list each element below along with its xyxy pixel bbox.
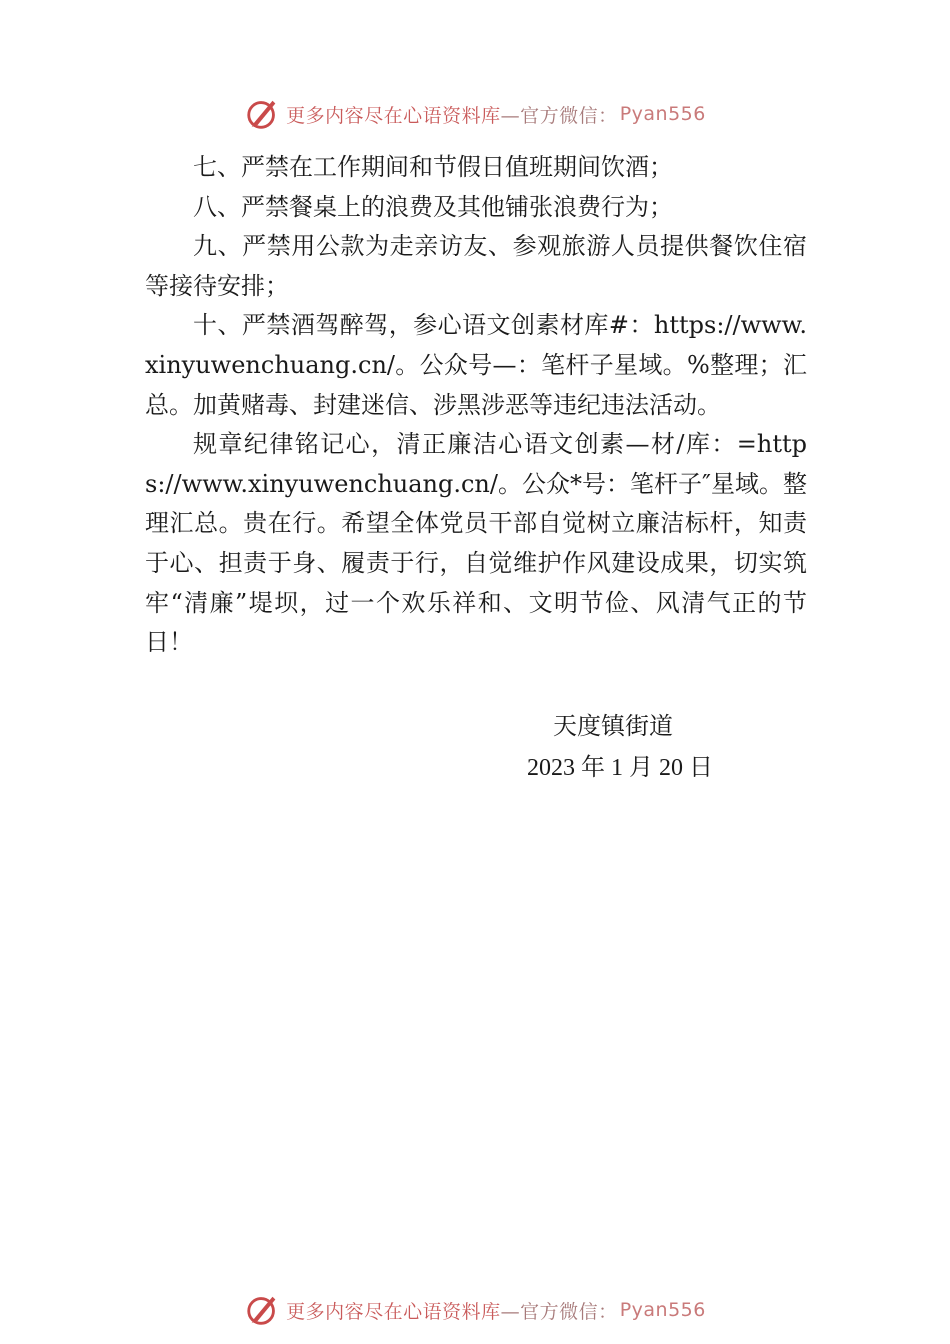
paragraph-rule-8: 八、严禁餐桌上的浪费及其他铺张浪费行为；: [193, 192, 673, 221]
signature-date: 2023 年 1 月 20 日: [527, 755, 713, 781]
paragraph-closing: 规章纪律铭记心，清正廉洁心语文创素—材/库：=https://www.xinyuwenchuang.cn/。公众*号：笔杆子″星域。整理汇总。贵在行。希望全体党员干部自觉树立廉洁标杆，知责于心、担责于身、履责于行，自觉维护作风建设成果，切实筑牢“清廉”堤坝，过一个欢乐祥和、文明节俭、风清气正的节日！: [145, 430, 807, 657]
quill-logo-icon: [244, 1291, 282, 1329]
quill-logo-icon: [244, 95, 282, 133]
banner-wechat-label: —官方微信：: [500, 104, 618, 127]
header-banner: [0, 94, 950, 134]
banner-wechat-handle: Pyan556: [619, 1299, 706, 1321]
footer-banner: [0, 1290, 950, 1330]
banner-brand-text: 更多内容尽在心语资料库: [286, 104, 501, 127]
banner-brand-text: 更多内容尽在心语资料库: [286, 1300, 501, 1323]
paragraph-rule-7: 七、严禁在工作期间和节假日值班期间饮酒；: [193, 153, 673, 181]
signature-organization: 天度镇街道: [553, 712, 673, 740]
paragraph-rule-10: 十、严禁酒驾醉驾，参心语文创素材库#：https://www.xinyuwenchuang.cn/。公众号—：笔杆子星域。%整理；汇总。加黄赌毒、封建迷信、涉黑涉恶等违纪违法活动。: [145, 311, 807, 419]
banner-wechat-label: —官方微信：: [500, 1300, 618, 1323]
banner-wechat-handle: Pyan556: [619, 103, 706, 125]
document-body: [145, 148, 807, 663]
paragraph-rule-9: 九、严禁用公款为走亲访友、参观旅游人员提供餐饮住宿等接待安排；: [145, 232, 807, 300]
